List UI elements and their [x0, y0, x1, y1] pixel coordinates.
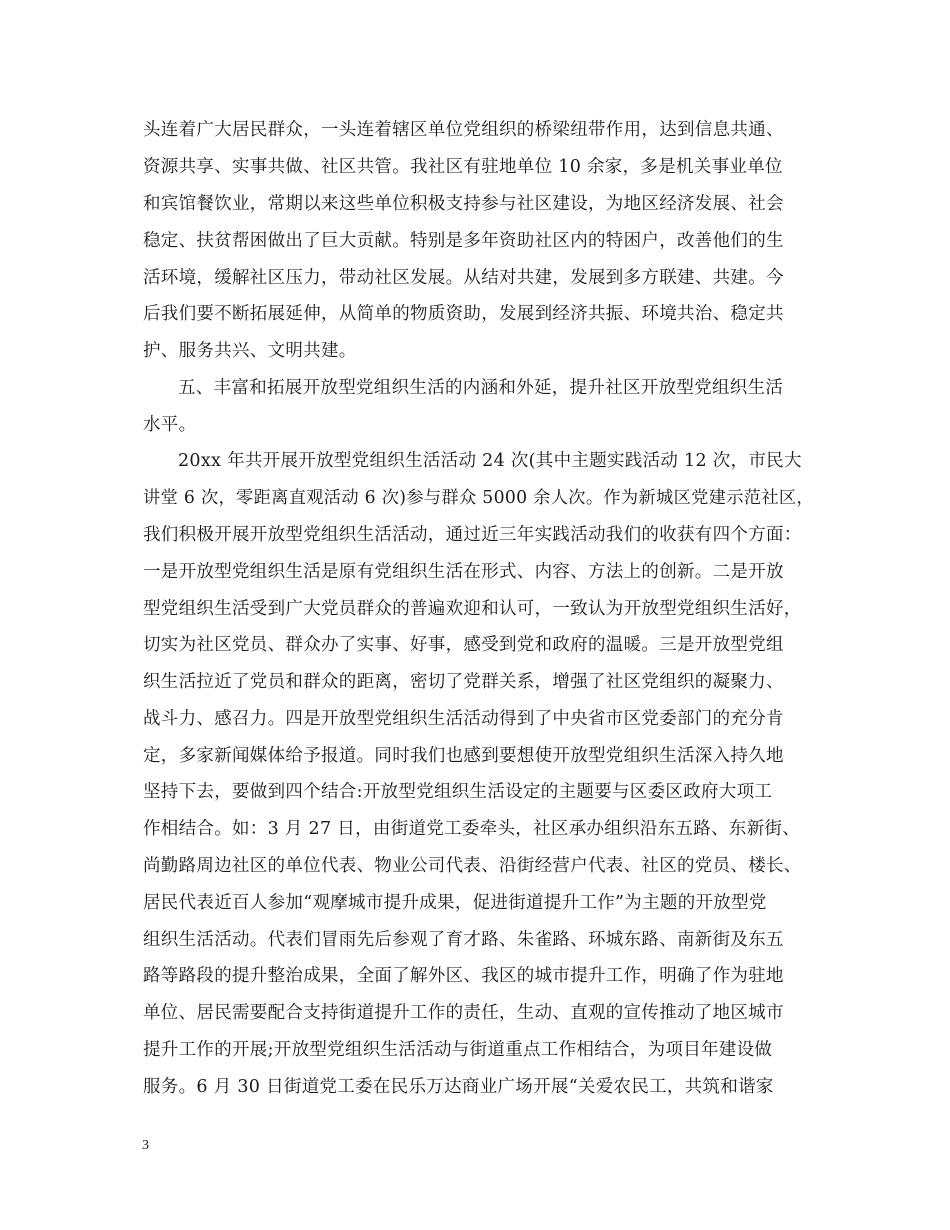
section-heading-continuation: 水平。: [143, 415, 197, 435]
text-line: 路等路段的提升整治成果，全面了解外区、我区的城市提升工作，明确了作为驻地: [143, 966, 784, 986]
text-line: 20xx 年共开展开放型党组织生活活动 24 次(其中主题实践活动 12 次，市民大: [178, 451, 802, 471]
text-line: 作相结合。如：3 月 27 日，由街道党工委牵头，社区承办组织沿东五路、东新街、: [143, 819, 801, 839]
text-line: 型党组织生活受到广大党员群众的普遍欢迎和认可，一致认为开放型党组织生活好，: [143, 599, 802, 619]
section-heading: 五、丰富和拓展开放型党组织生活的内涵和外延，提升社区开放型党组织生活: [178, 378, 784, 398]
text-line: 组织生活活动。代表们冒雨先后参观了育才路、朱雀路、环城东路、南新街及东五: [143, 930, 784, 950]
text-line: 资源共享、实事共做、社区共管。我社区有驻地单位 10 余家，多是机关事业单位: [143, 157, 783, 177]
text-line: 单位、居民需要配合支持街道提升工作的责任，生动、直观的宣传推动了地区城市: [143, 1003, 784, 1023]
text-line: 居民代表近百人参加“观摩城市提升成果，促进街道提升工作”为主题的开放型党: [143, 893, 767, 913]
text-line: 活环境，缓解社区压力，带动社区发展。从结对共建，发展到多方联建、共建。今: [143, 268, 784, 288]
text-line: 和宾馆餐饮业，常期以来这些单位积极支持参与社区建设，为地区经济发展、社会: [143, 194, 784, 214]
text-line: 讲堂 6 次，零距离直观活动 6 次)参与群众 5000 余人次。作为新城区党建示范社区，: [143, 488, 814, 508]
text-line: 提升工作的开展;开放型党组织生活活动与街道重点工作相结合，为项目年建设做: [143, 1040, 773, 1060]
text-line: 后我们要不断拓展延伸，从简单的物质资助，发展到经济共振、环境共治、稳定共: [143, 304, 784, 324]
page-number: 3: [142, 1138, 149, 1153]
text-line: 头连着广大居民群众，一头连着辖区单位党组织的桥梁纽带作用，达到信息共通、: [143, 120, 784, 140]
text-line: 护、服务共兴、文明共建。: [143, 341, 357, 361]
text-line: 稳定、扶贫帮困做出了巨大贡献。特别是多年资助社区内的特困户，改善他们的生: [143, 231, 784, 251]
text-line: 战斗力、感召力。四是开放型党组织生活活动得到了中央省市区党委部门的充分肯: [143, 709, 784, 729]
text-line: 切实为社区党员、群众办了实事、好事，感受到党和政府的温暖。三是开放型党组: [143, 635, 784, 655]
text-line: 坚持下去，要做到四个结合:开放型党组织生活设定的主题要与区委区政府大项工: [143, 782, 773, 802]
text-line: 织生活拉近了党员和群众的距离，密切了党群关系，增强了社区党组织的凝聚力、: [143, 672, 784, 692]
text-line: 定，多家新闻媒体给予报道。同时我们也感到要想使开放型党组织生活深入持久地: [143, 746, 784, 766]
text-line: 服务。6 月 30 日街道党工委在民乐万达商业广场开展“关爱农民工，共筑和谐家: [143, 1077, 774, 1097]
text-line: 一是开放型党组织生活是原有党组织生活在形式、内容、方法上的创新。二是开放: [143, 562, 784, 582]
text-line: 我们积极开展开放型党组织生活活动，通过近三年实践活动我们的收获有四个方面：: [143, 525, 802, 545]
text-line: 尚勤路周边社区的单位代表、物业公司代表、沿街经营户代表、社区的党员、楼长、: [143, 856, 802, 876]
